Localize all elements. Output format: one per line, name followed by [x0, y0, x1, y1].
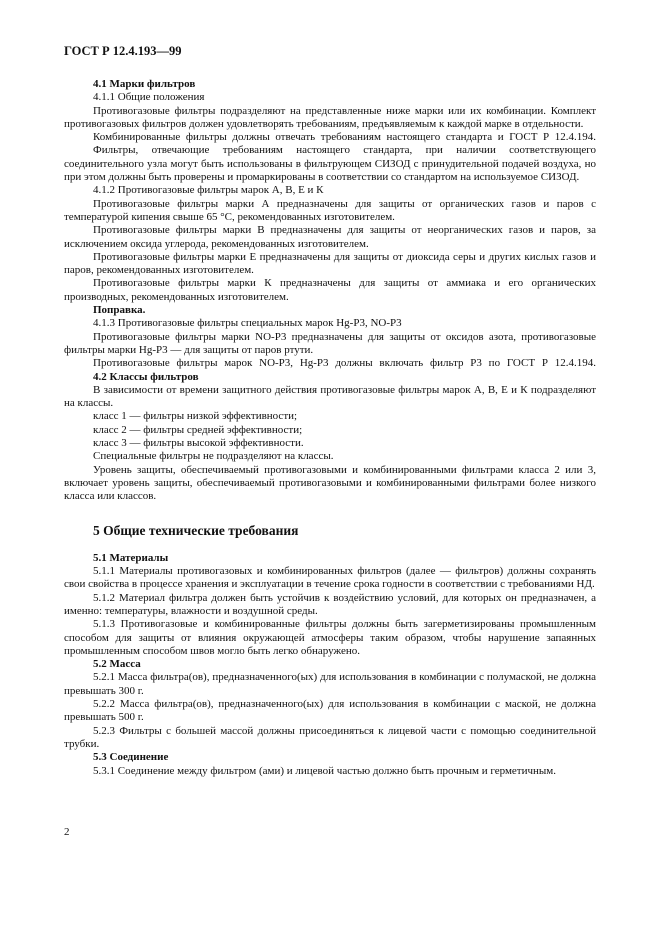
paragraph: Противогазовые фильтры подразделяют на представленные ниже марки или их комбинации. Комплект противогазовых фильтров должен удовлетворять требованиям, предъявляемым к каждой марке в отдельности. [64, 104, 596, 130]
document-body [64, 78, 596, 778]
section-heading: 5.1 Материалы [93, 551, 169, 564]
paragraph: 5.3.1 Соединение между фильтром (ами) и лицевой частью должно быть прочным и герметичным. [93, 764, 557, 777]
paragraph: Противогазовые фильтры марки Е предназначены для защиты от диоксида серы и других кислых газов и паров, рекомендованных изготовителем. [64, 250, 596, 277]
paragraph: Противогазовые фильтры марки NO-P3 предназначены для защиты от оксидов азота, противогазовые фильтры марки Hg-P3 — для защиты от паров ртути. [64, 330, 596, 356]
subsection-title: 4.1.3 Противогазовые фильтры специальных марок Hg-P3, NO-P3 [93, 317, 402, 330]
paragraph: Фильтры, отвечающие требованиям настоящего стандарта, при наличии соответствующего соединительного узла могут быть использованы в фильтрующем СИЗОД с принудительной подачей воздуха, но при этом должны быть проверены и промаркированы в соответствии со стандартом на используемое СИЗОД. [64, 144, 596, 184]
paragraph: В зависимости от времени защитного действия противогазовые фильтры марок А, В, Е и К подразделяют на классы. [64, 383, 596, 410]
paragraph: Специальные фильтры не подразделяют на классы. [93, 450, 334, 463]
paragraph: Противогазовые фильтры марки К предназначены для защиты от аммиака и его органических производных, рекомендованных изготовителем. [64, 277, 596, 303]
paragraph: 5.1.2 Материал фильтра должен быть устойчив к воздействию условий, для которых он предназначен, а именно: температуры, влажности и воздушной среды. [64, 591, 596, 617]
list-item: класс 2 — фильтры средней эффективности; [93, 423, 303, 436]
subsection-title: 4.1.1 Общие положения [93, 91, 205, 104]
paragraph: Уровень защиты, обеспечиваемый противогазовыми и комбинированными фильтрами класса 2 или 3, включает уровень защиты, обеспечиваемый противогазовыми и комбинированными фильтрами более низкого класса или классов. [64, 463, 596, 503]
chapter-heading: 5 Общие технические требования [93, 522, 299, 538]
page-number: 2 [64, 826, 70, 838]
section-heading: 5.3 Соединение [93, 751, 169, 764]
paragraph: Противогазовые фильтры марки В предназначены для защиты от неорганических газов и паров, за исключением оксида углерода, рекомендованных изготовителем. [64, 224, 596, 250]
section-heading: 4.2 Классы фильтров [93, 370, 199, 383]
document-header: ГОСТ Р 12.4.193—99 [64, 44, 182, 58]
paragraph: 5.1.3 Противогазовые и комбинированные фильтры должны быть загерметизированы промышленным способом для защиты от влияния окружающей атмосферы таким образом, чтобы нарушение запаянных промышленным способом швов могло быть легко обнаружено. [64, 618, 596, 657]
paragraph: 5.2.1 Масса фильтра(ов), предназначенного(ых) для использования в комбинации с полумаской, не должна превышать 300 г. [64, 671, 596, 697]
paragraph: 5.2.2 Масса фильтра(ов), предназначенного(ых) для использования в комбинации с маской, не должна превышать 500 г. [64, 698, 596, 724]
paragraph: Противогазовые фильтры марки А предназначены для защиты от органических газов и паров с температурой кипения свыше 65 °С, рекомендованных изготовителем. [64, 197, 596, 223]
list-item: класс 1 — фильтры низкой эффективности; [93, 410, 298, 423]
paragraph: 5.2.3 Фильтры с большей массой должны присоединяться к лицевой части с помощью соединительной трубки. [64, 724, 596, 750]
list-item: класс 3 — фильтры высокой эффективности. [93, 437, 304, 450]
paragraph: 5.1.1 Материалы противогазовых и комбинированных фильтров (далее — фильтров) должны сохранять свои свойства в процессе хранения и эксплуатации в течение срока годности в соответствии с требованиями НД. [64, 565, 596, 591]
paragraph: Противогазовые фильтры марок NO-P3, Hg-P3 должны включать фильтр Р3 по ГОСТ Р 12.4.194. [93, 357, 596, 370]
paragraph: Комбинированные фильтры должны отвечать требованиям настоящего стандарта и ГОСТ Р 12.4.194. [93, 131, 596, 144]
amendment-note: Поправка. [93, 304, 146, 317]
subsection-title: 4.1.2 Противогазовые фильтры марок А, В, Е и К [93, 184, 324, 197]
section-heading: 4.1 Марки фильтров [93, 78, 196, 90]
section-heading: 5.2 Масса [93, 658, 141, 671]
